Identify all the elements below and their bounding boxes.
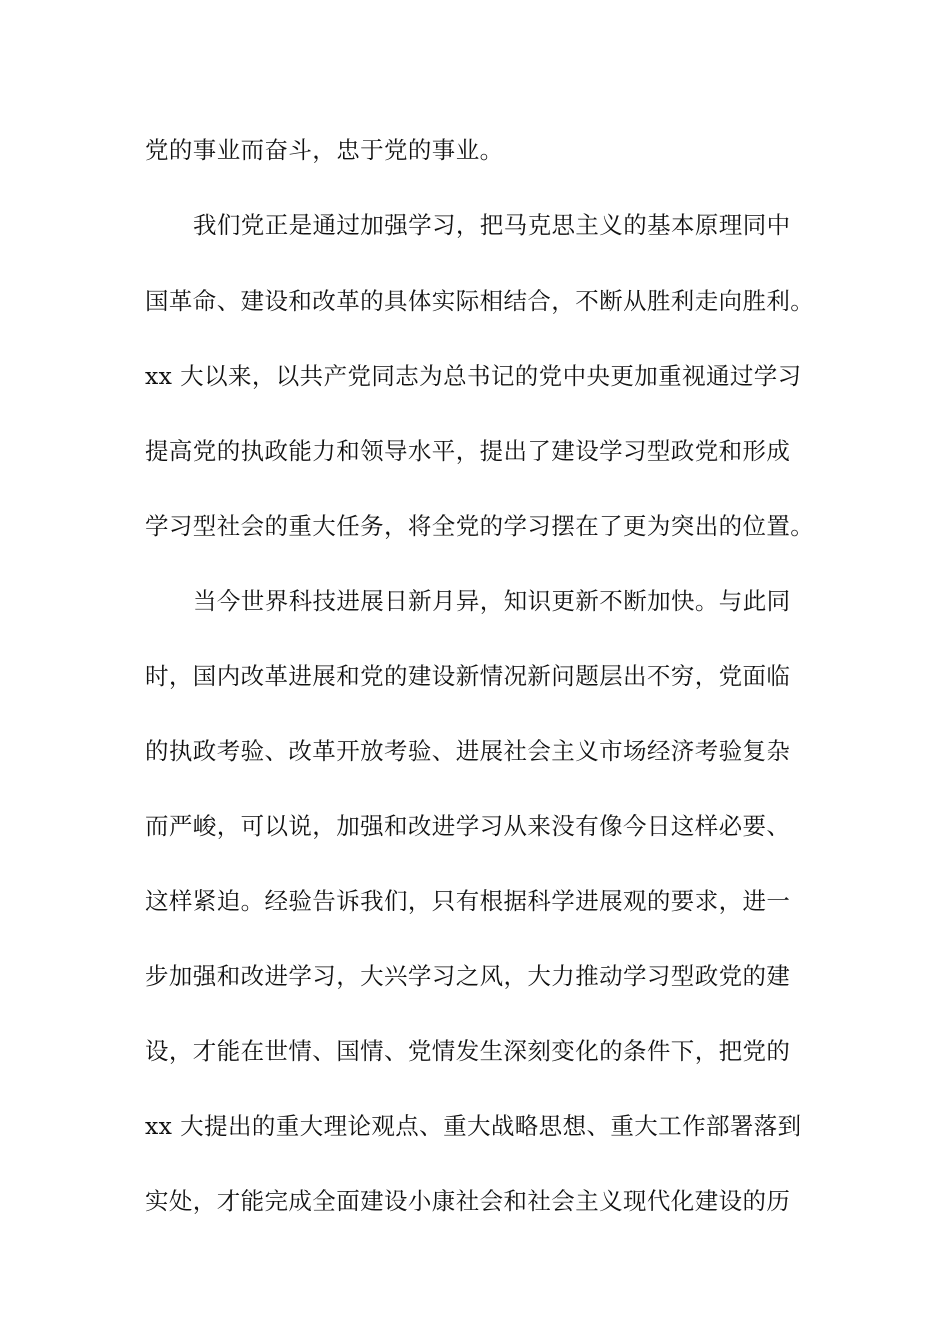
- text-line-10: 而严峻，可以说，加强和改进学习从来没有像今日这样必要、: [145, 812, 791, 840]
- text-line-13: 设，才能在世情、国情、党情发生深刻变化的条件下，把党的: [145, 1037, 791, 1065]
- paragraph-start-line: 当今世界科技进展日新月异，知识更新不断加快。与此同: [193, 587, 791, 615]
- text-line-12: 步加强和改进学习，大兴学习之风，大力推动学习型政党的建: [145, 962, 791, 990]
- text-line-5: 提高党的执政能力和领导水平，提出了建设学习型政党和形成: [145, 437, 791, 465]
- text-line-14: xx 大提出的重大理论观点、重大战略思想、重大工作部署落到: [145, 1112, 802, 1140]
- text-line-11: 这样紧迫。经验告诉我们，只有根据科学进展观的要求，进一: [145, 887, 791, 915]
- paragraph-start-line: 我们党正是通过加强学习，把马克思主义的基本原理同中: [193, 211, 791, 239]
- text-line-3: 国革命、建设和改革的具体实际相结合，不断从胜利走向胜利。: [145, 287, 815, 315]
- text-line-6: 学习型社会的重大任务，将全党的学习摆在了更为突出的位置。: [145, 512, 815, 540]
- text-line-9: 的执政考验、改革开放考验、进展社会主义市场经济考验复杂: [145, 737, 791, 765]
- text-line-15: 实处，才能完成全面建设小康社会和社会主义现代化建设的历: [145, 1187, 791, 1215]
- text-line-8: 时，国内改革进展和党的建设新情况新问题层出不穷，党面临: [145, 662, 791, 690]
- text-line-4: xx 大以来，以共产党同志为总书记的党中央更加重视通过学习: [145, 362, 802, 390]
- text-line-1: 党的事业而奋斗，忠于党的事业。: [145, 136, 504, 164]
